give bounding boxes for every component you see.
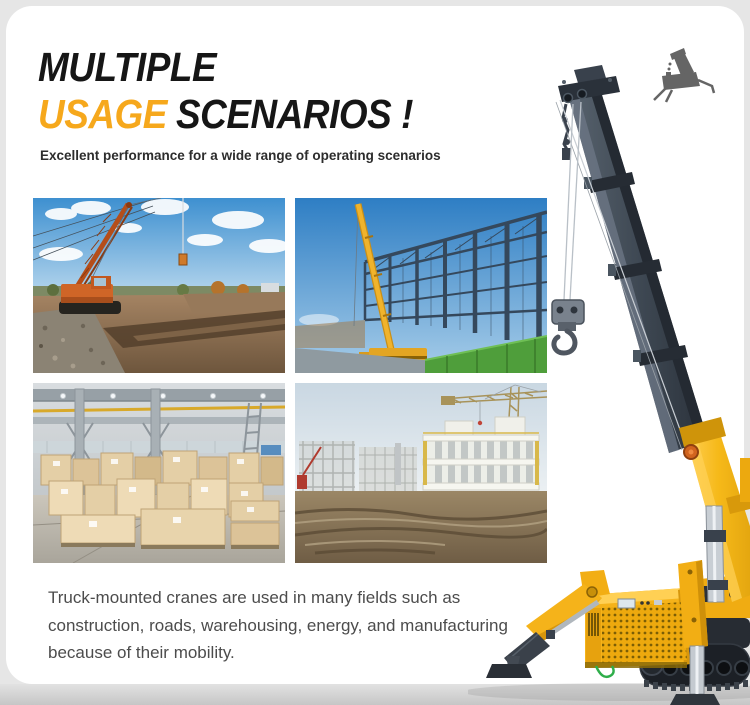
title-rest: SCENARIOS ! bbox=[175, 91, 413, 137]
page-subtitle: Excellent performance for a wide range of operating scenarios bbox=[40, 148, 441, 163]
boom-head bbox=[558, 65, 620, 103]
title-line1: MULTIPLE bbox=[38, 44, 217, 90]
construction-site-illustration bbox=[33, 198, 285, 373]
spider-crane-photo bbox=[468, 60, 750, 705]
description-text: Truck-mounted cranes are used in many fields such as construction, roads, warehousing, energy, and manufacturing because of their mobility. bbox=[48, 588, 508, 663]
warehouse-illustration bbox=[33, 383, 285, 563]
telescopic-boom bbox=[566, 82, 708, 453]
page-title bbox=[38, 44, 413, 138]
crane-body bbox=[585, 588, 690, 677]
construction-site-photo bbox=[33, 198, 285, 373]
hook-block bbox=[552, 300, 584, 353]
title-highlight: USAGE bbox=[38, 91, 167, 137]
warehouse-photo bbox=[33, 383, 285, 563]
